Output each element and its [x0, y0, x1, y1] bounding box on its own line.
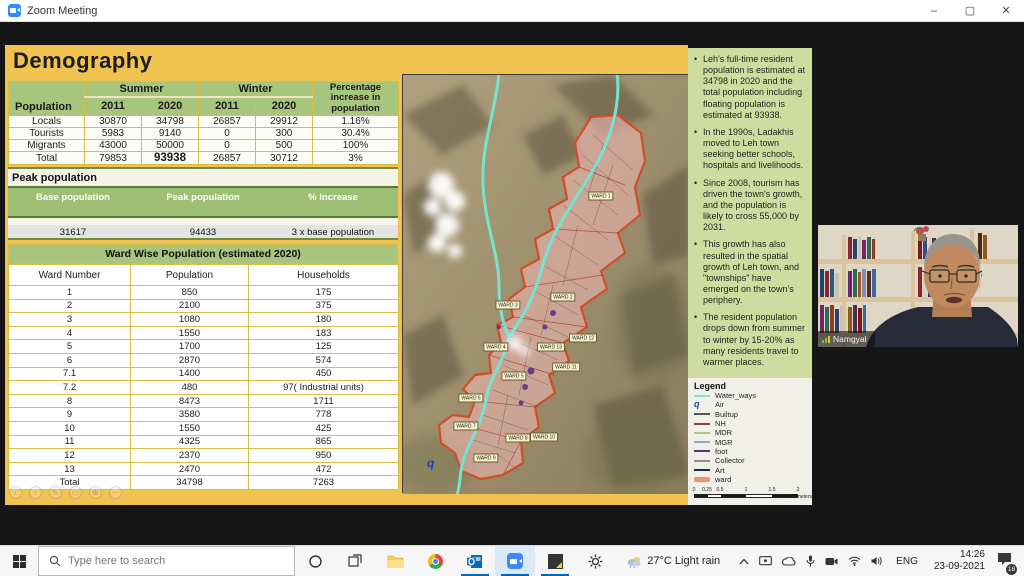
legend-swatch: [694, 432, 712, 434]
zoom-app-icon: [8, 4, 21, 17]
table-row: [9, 140, 399, 152]
peak-value-cell: 31617: [59, 227, 87, 238]
legend-swatch: [694, 400, 712, 409]
table-cell: 1400: [131, 367, 249, 381]
air-symbol-icon: q: [694, 399, 700, 410]
window-title: Zoom Meeting: [27, 4, 98, 17]
table-cell: 7.2: [9, 381, 131, 395]
search-input[interactable]: [68, 555, 258, 567]
notification-center-button[interactable]: [997, 552, 1016, 573]
scale-tick: 0.5: [716, 486, 724, 493]
legend-swatch: [694, 413, 712, 415]
table-cell: 34798: [142, 116, 199, 128]
row-label: Migrants: [9, 140, 85, 152]
table-row: [9, 367, 399, 381]
bullet-marker: •: [694, 312, 698, 323]
table-cell: Total: [9, 476, 131, 490]
windows-taskbar: [0, 545, 1024, 576]
legend-item: [694, 391, 808, 400]
table-cell: 2100: [131, 299, 249, 313]
legend-swatch: [694, 469, 712, 471]
chrome-icon: [428, 554, 443, 569]
volume-icon[interactable]: [871, 556, 883, 566]
presenter-control-button[interactable]: ‹: [9, 486, 22, 499]
table-cell: 778: [249, 408, 399, 422]
table-cell: 4325: [131, 435, 249, 449]
table-cell: 5983: [85, 128, 142, 140]
table-cell: 13: [9, 462, 131, 476]
ward-label: WARD 10: [530, 433, 558, 442]
file-explorer-button[interactable]: [375, 546, 415, 576]
table-row: [9, 128, 399, 140]
ward-label: WARD 3: [495, 301, 520, 310]
participant-name: Namgyal: [833, 334, 867, 344]
col-group-winter: Winter: [199, 82, 313, 97]
table-cell: 2370: [131, 449, 249, 463]
year-header: 2011: [199, 97, 256, 116]
table-cell: 574: [249, 353, 399, 367]
foot-line-swatch: [694, 450, 710, 452]
ward-label: WARD 1: [588, 192, 613, 201]
table-cell: 1711: [249, 394, 399, 408]
table-cell: 4: [9, 326, 131, 340]
window-controls: [916, 0, 1024, 21]
microphone-icon[interactable]: [806, 555, 815, 567]
legend-label: Air: [715, 400, 725, 410]
ward-label: WARD 9: [473, 454, 498, 463]
connection-signal-icon: [822, 336, 830, 343]
table-cell: 2470: [131, 462, 249, 476]
peak-header-cell: Base population: [36, 192, 110, 203]
legend-label: Water_ways: [715, 391, 756, 401]
legend-item: [694, 410, 808, 419]
table-row: [9, 340, 399, 354]
table-cell: 125: [249, 340, 399, 354]
legend-item: [694, 475, 808, 484]
table-cell: 1550: [131, 421, 249, 435]
table-row: [9, 394, 399, 408]
table-cell: 300: [256, 128, 313, 140]
windows-logo-icon: [13, 555, 26, 568]
legend-swatch: [694, 423, 712, 425]
legend-swatch: [694, 450, 712, 452]
note-bullet: [694, 312, 807, 368]
Art-line-swatch: [694, 469, 710, 471]
display-icon[interactable]: [759, 556, 772, 567]
table-row: [9, 116, 399, 128]
participant-name-label: [818, 331, 875, 347]
table-row: [9, 421, 399, 435]
peak-header-cell: % increase: [308, 192, 358, 203]
MDR-line-swatch: [694, 432, 710, 434]
slide-title: Demography: [13, 48, 153, 73]
table-cell: 0: [199, 128, 256, 140]
ward-label: WARD 12: [569, 334, 597, 343]
presenter-control-button[interactable]: ⋯: [109, 486, 122, 499]
settings-button[interactable]: [575, 546, 615, 576]
note-text: In the 1990s, Ladakhis moved to Leh town seeking better schools, hospitals and livelihoods.: [703, 126, 804, 171]
table-cell: 5: [9, 340, 131, 354]
legend-items: [694, 391, 808, 484]
cortana-icon: [308, 554, 323, 569]
table-cell: 1.16%: [313, 116, 399, 128]
legend-label: MGR: [715, 437, 733, 447]
legend-item: [694, 437, 808, 446]
ward-label: WARD 7: [453, 422, 478, 431]
wifi-icon[interactable]: [848, 556, 861, 566]
ward-table: [8, 264, 399, 490]
weather-icon: [626, 555, 642, 568]
scale-tick: 1: [744, 486, 748, 493]
clock-time: 14:26: [959, 548, 985, 560]
show-hidden-icons-button[interactable]: [739, 558, 749, 565]
ward-label: WARD 13: [537, 343, 565, 352]
table-cell: 175: [249, 286, 399, 300]
legend-label: Collector: [715, 456, 745, 466]
note-text: Since 2008, tourism has driven the town's growth, and the population is likely to cross 55,000 by 2031.: [703, 177, 803, 233]
table-cell: 0: [199, 140, 256, 152]
chrome-button[interactable]: [415, 546, 455, 576]
table-row: [9, 326, 399, 340]
presenter-toolbar: [9, 486, 122, 499]
weather-text: 27°C Light rain: [647, 555, 721, 567]
bullet-marker: •: [694, 239, 698, 250]
cortana-button[interactable]: [295, 546, 335, 576]
NH-line-swatch: [694, 423, 710, 425]
table-cell: 425: [249, 421, 399, 435]
table-cell: 7.1: [9, 367, 131, 381]
table-cell: 950: [249, 449, 399, 463]
table-cell: 472: [249, 462, 399, 476]
table-cell: 3%: [313, 152, 399, 165]
leh-ward-map: [402, 74, 688, 493]
legend-label: Art: [715, 465, 725, 475]
table-cell: 1700: [131, 340, 249, 354]
table-cell: 7263: [249, 476, 399, 490]
year-header: 2020: [142, 97, 199, 116]
legend-title: Legend: [694, 381, 727, 391]
note-bullet: [694, 54, 807, 121]
presenter-control-button[interactable]: ›: [29, 486, 42, 499]
taskbar-search[interactable]: [38, 546, 295, 576]
ward-col-header: Households: [249, 265, 399, 286]
legend-swatch: [694, 441, 712, 443]
table-cell: 26857: [199, 152, 256, 165]
peak-population-section: [8, 167, 398, 240]
legend-label: ward: [715, 474, 732, 484]
table-row: [9, 353, 399, 367]
table-cell: 865: [249, 435, 399, 449]
table-cell: 29912: [256, 116, 313, 128]
table-cell: 1080: [131, 313, 249, 327]
table-cell: 100%: [313, 140, 399, 152]
note-text: Leh's full-time resident population is estimated at 34798 in 2020 and the total population including floating population is estimated at 93938.: [703, 54, 806, 120]
table-row: [9, 435, 399, 449]
peak-population-title: Peak population: [8, 167, 398, 186]
table-row: [9, 381, 399, 395]
airport-symbol: q: [427, 456, 435, 470]
scale-tick: 1.5: [768, 486, 776, 493]
note-bullet: [694, 239, 807, 306]
col-group-summer: Summer: [85, 82, 199, 97]
table-cell: 1: [9, 286, 131, 300]
note-bullet: [694, 127, 807, 172]
ward-band-swatch: [694, 477, 710, 482]
row-label: Locals: [9, 116, 85, 128]
col-header-population: Population: [9, 82, 85, 116]
table-cell: 34798: [131, 476, 249, 490]
table-cell: 2870: [131, 353, 249, 367]
presenter-control-button[interactable]: ⊕: [89, 486, 102, 499]
participant-video[interactable]: [818, 225, 1018, 347]
table-cell: 30.4%: [313, 128, 399, 140]
legend-item: [694, 456, 808, 465]
legend-item: [694, 447, 808, 456]
bullet-marker: •: [694, 126, 698, 137]
maximize-button[interactable]: ▢: [964, 5, 976, 17]
taskbar-clock[interactable]: [934, 549, 985, 574]
scale-tick: 2: [796, 486, 800, 493]
peak-population-row: [8, 225, 398, 240]
table-cell: 50000: [142, 140, 199, 152]
table-cell: 93938: [142, 152, 199, 165]
table-cell: 11: [9, 435, 131, 449]
legend-swatch: [694, 460, 712, 462]
table-cell: 480: [131, 381, 249, 395]
file-explorer-icon: [387, 554, 404, 568]
table-row: [9, 286, 399, 300]
table-cell: 12: [9, 449, 131, 463]
notes-app-button[interactable]: [535, 546, 575, 576]
language-indicator[interactable]: ENG: [896, 555, 918, 567]
table-cell: 9140: [142, 128, 199, 140]
year-header: 2011: [85, 97, 142, 116]
legend-label: MDR: [715, 428, 733, 438]
peak-population-headers: [8, 186, 398, 218]
Builtup-line-swatch: [694, 413, 710, 415]
legend-swatch: [694, 477, 712, 482]
map-legend: [688, 378, 812, 505]
peak-value-cell: 94433: [189, 227, 217, 238]
MGR-line-swatch: [694, 441, 710, 443]
legend-item: [694, 400, 808, 409]
system-tray: [626, 546, 1024, 576]
table-cell: 30712: [256, 152, 313, 165]
Collector-line-swatch: [694, 460, 710, 462]
presenter-control-button[interactable]: ▭: [69, 486, 82, 499]
table-row: [9, 449, 399, 463]
table-cell: 850: [131, 286, 249, 300]
map-scale-bar: [692, 486, 812, 503]
note-text: The resident population drops down from summer to winter by 15-20% as many residents travel to warmer places.: [703, 312, 806, 367]
table-cell: 2: [9, 299, 131, 313]
table-cell: 8: [9, 394, 131, 408]
table-cell: 375: [249, 299, 399, 313]
notification-badge: 18: [1007, 565, 1016, 573]
legend-label: Builtup: [715, 409, 738, 419]
scale-unit-label: Kilometers: [788, 493, 812, 500]
row-label: Total: [9, 152, 85, 165]
table-cell: 3580: [131, 408, 249, 422]
presenter-control-button[interactable]: ✎: [49, 486, 62, 499]
table-cell: 26857: [199, 116, 256, 128]
ward-col-header: Ward Number: [9, 265, 131, 286]
notes-app-icon: [548, 554, 563, 569]
weather-widget[interactable]: [626, 555, 720, 568]
ward-label: WARD 8: [505, 434, 530, 443]
table-row: [9, 408, 399, 422]
peak-value-cell: 3 x base population: [291, 227, 375, 238]
table-cell: 9: [9, 408, 131, 422]
table-row: [9, 299, 399, 313]
ward-label: WARD 11: [552, 363, 580, 372]
camera-icon[interactable]: [825, 557, 838, 566]
zoom-button[interactable]: [495, 546, 535, 576]
col-header-pct-increase: Percentage increase in population: [313, 82, 399, 116]
close-button[interactable]: ✕: [1001, 5, 1011, 17]
table-cell: 79853: [85, 152, 142, 165]
table-cell: 97( Industrial units): [249, 381, 399, 395]
webcam-frame: [818, 225, 1018, 347]
outlook-icon: [467, 554, 483, 569]
scale-tick: 0.25: [702, 486, 712, 493]
ward-label: WARD 2: [550, 293, 575, 302]
ward-labels-layer: [403, 75, 689, 494]
table-cell: 3: [9, 313, 131, 327]
legend-swatch: [694, 395, 712, 397]
table-cell: 500: [256, 140, 313, 152]
legend-label: NH: [715, 419, 726, 429]
Water_ways-line-swatch: [694, 395, 710, 397]
table-cell: 8473: [131, 394, 249, 408]
ward-label: WARD 4: [483, 343, 508, 352]
scale-tick: 0: [692, 486, 696, 493]
ward-population-section: [8, 244, 398, 490]
notes-panel: [688, 48, 812, 378]
table-cell: 43000: [85, 140, 142, 152]
year-header: 2020: [256, 97, 313, 116]
task-view-icon: [348, 554, 363, 569]
table-row: [9, 313, 399, 327]
peak-gap: [8, 218, 398, 225]
note-bullet: [694, 178, 807, 234]
table-cell: 183: [249, 326, 399, 340]
bullet-marker: •: [694, 177, 698, 188]
table-cell: 10: [9, 421, 131, 435]
demography-table: [8, 81, 399, 165]
start-button[interactable]: [0, 546, 38, 576]
outlook-button[interactable]: [455, 546, 495, 576]
legend-item: [694, 465, 808, 474]
legend-item: [694, 428, 808, 437]
zoom-icon: [507, 553, 523, 569]
table-cell: 30870: [85, 116, 142, 128]
minimize-button[interactable]: –: [930, 4, 938, 17]
table-cell: 6: [9, 353, 131, 367]
table-row: [9, 152, 399, 165]
row-label: Tourists: [9, 128, 85, 140]
ward-col-header: Population: [131, 265, 249, 286]
bullet-marker: •: [694, 54, 698, 64]
task-view-button[interactable]: [335, 546, 375, 576]
ward-label: WARD 6: [458, 394, 483, 403]
table-row: [9, 462, 399, 476]
settings-gear-icon: [588, 554, 603, 569]
legend-item: [694, 419, 808, 428]
clock-date: 23-09-2021: [933, 561, 985, 572]
peak-header-cell: Peak population: [166, 192, 240, 203]
ward-label: WARD 5: [501, 372, 526, 381]
note-text: This growth has also resulted in the spatial growth of Leh town, and "townships" have emerged on the town's periphery.: [703, 239, 800, 306]
ward-table-title: Ward Wise Population (estimated 2020): [8, 244, 398, 264]
legend-label: foot: [715, 446, 728, 456]
title-bar: [0, 0, 1024, 22]
onedrive-icon[interactable]: [782, 557, 796, 566]
search-icon: [49, 555, 61, 567]
table-cell: 1550: [131, 326, 249, 340]
table-cell: 450: [249, 367, 399, 381]
table-cell: 180: [249, 313, 399, 327]
